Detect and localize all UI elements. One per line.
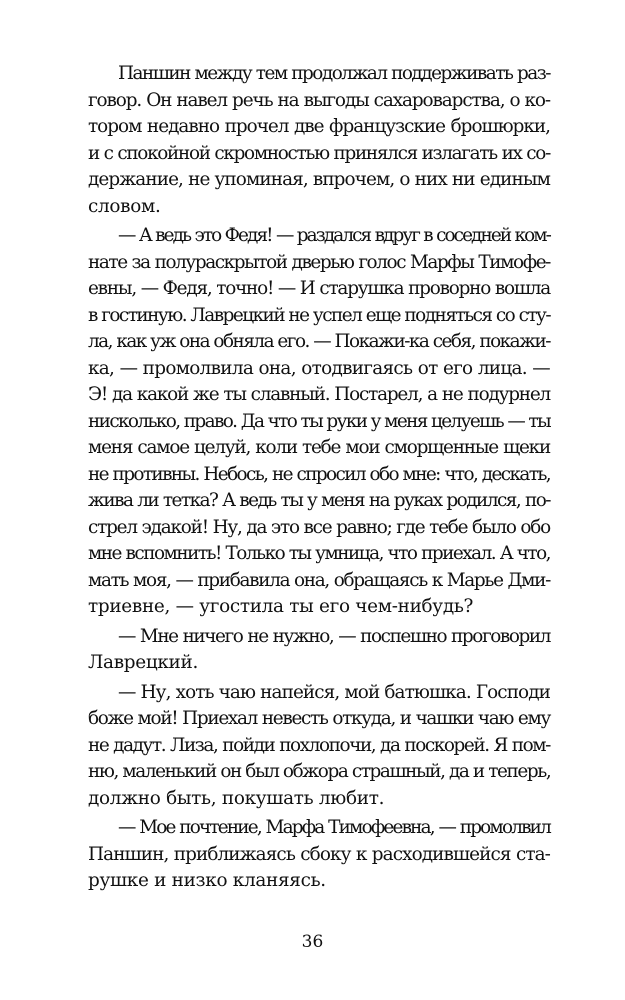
paragraph (88, 223, 550, 621)
text-line: Паншин, приближаясь сбоку к расходившейся ста- (88, 843, 550, 865)
text-line: не противны. Небось, не спросил обо мне: что, дескать, (88, 463, 550, 485)
paragraph (88, 61, 550, 220)
text-line: жива ли тетка? А ведь ты у меня на руках родился, по- (88, 490, 550, 511)
text-line: триевне, — угостила ты его чем-нибудь? (88, 596, 474, 617)
text-line: — Мое почтение, Марфа Тимофеевна, — промолвил (118, 817, 550, 838)
text-line: Э! да какой же ты славный. Постарел, а не подурнел (88, 384, 550, 405)
text-line: меня самое целуй, коли тебе мои сморщенные щеки (88, 437, 550, 458)
text-line: мать моя, — прибавила она, обращаясь к Марье Дми- (88, 569, 550, 591)
text-line: говор. Он навел речь на выгоды сахароварства, о ко- (88, 89, 550, 111)
text-line: тором недавно прочел две французские брошюрки, (88, 116, 550, 137)
text-line: рушке и низко кланяясь. (88, 870, 326, 891)
text-line: Паншин между тем продолжал поддерживать раз- (118, 63, 550, 84)
text-line: — Ну, хоть чаю напейся, мой батюшка. Господи (118, 681, 550, 703)
text-line: нисколько, право. Да что ты руки у меня целуешь — ты (88, 410, 550, 432)
text-line: — А ведь это Федя! — раздался вдруг в соседней ком- (118, 225, 550, 246)
page-number: 36 (301, 932, 324, 952)
text-line: евны, — Федя, точно! — И старушка проворно вошла (88, 278, 550, 299)
text-line: должно быть, покушать любит. (88, 787, 385, 809)
text-line: Лаврецкий. (88, 652, 199, 673)
text-line: ла, как уж она обняла его. — Покажи-ка себя, покажи- (88, 331, 550, 352)
paragraph (88, 680, 550, 813)
body-text (88, 61, 550, 895)
text-line: держание, не упоминая, впрочем, о них ни единым (88, 169, 550, 190)
text-line: нате за полураскрытой дверью голос Марфы Тимофе- (88, 251, 550, 273)
text-line: словом. (88, 195, 161, 217)
text-line: мне вспомнить! Только ты умница, что приехал. А что, (88, 543, 550, 564)
text-line: и с спокойной скромностью принялся излагать их со- (88, 142, 550, 164)
paragraph (88, 815, 550, 895)
text-line: ка, — промолвила она, отодвигаясь от его лица. — (88, 357, 550, 379)
text-line: — Мне ничего не нужно, — поспешно проговорил (118, 625, 550, 647)
text-line: боже мой! Приехал невесть откуда, и чашки чаю ему (88, 708, 550, 729)
text-line: не дадут. Лиза, пойди похлопочи, да поскорей. Я пом- (88, 734, 550, 756)
text-line: стрел эдакой! Ну, да это все равно; где тебе было обо (88, 516, 550, 538)
text-line: ню, маленький он был обжора страшный, да и теперь, (88, 761, 551, 782)
paragraph (88, 624, 550, 677)
text-line: в гостиную. Лаврецкий не успел еще подняться со сту- (88, 304, 551, 326)
